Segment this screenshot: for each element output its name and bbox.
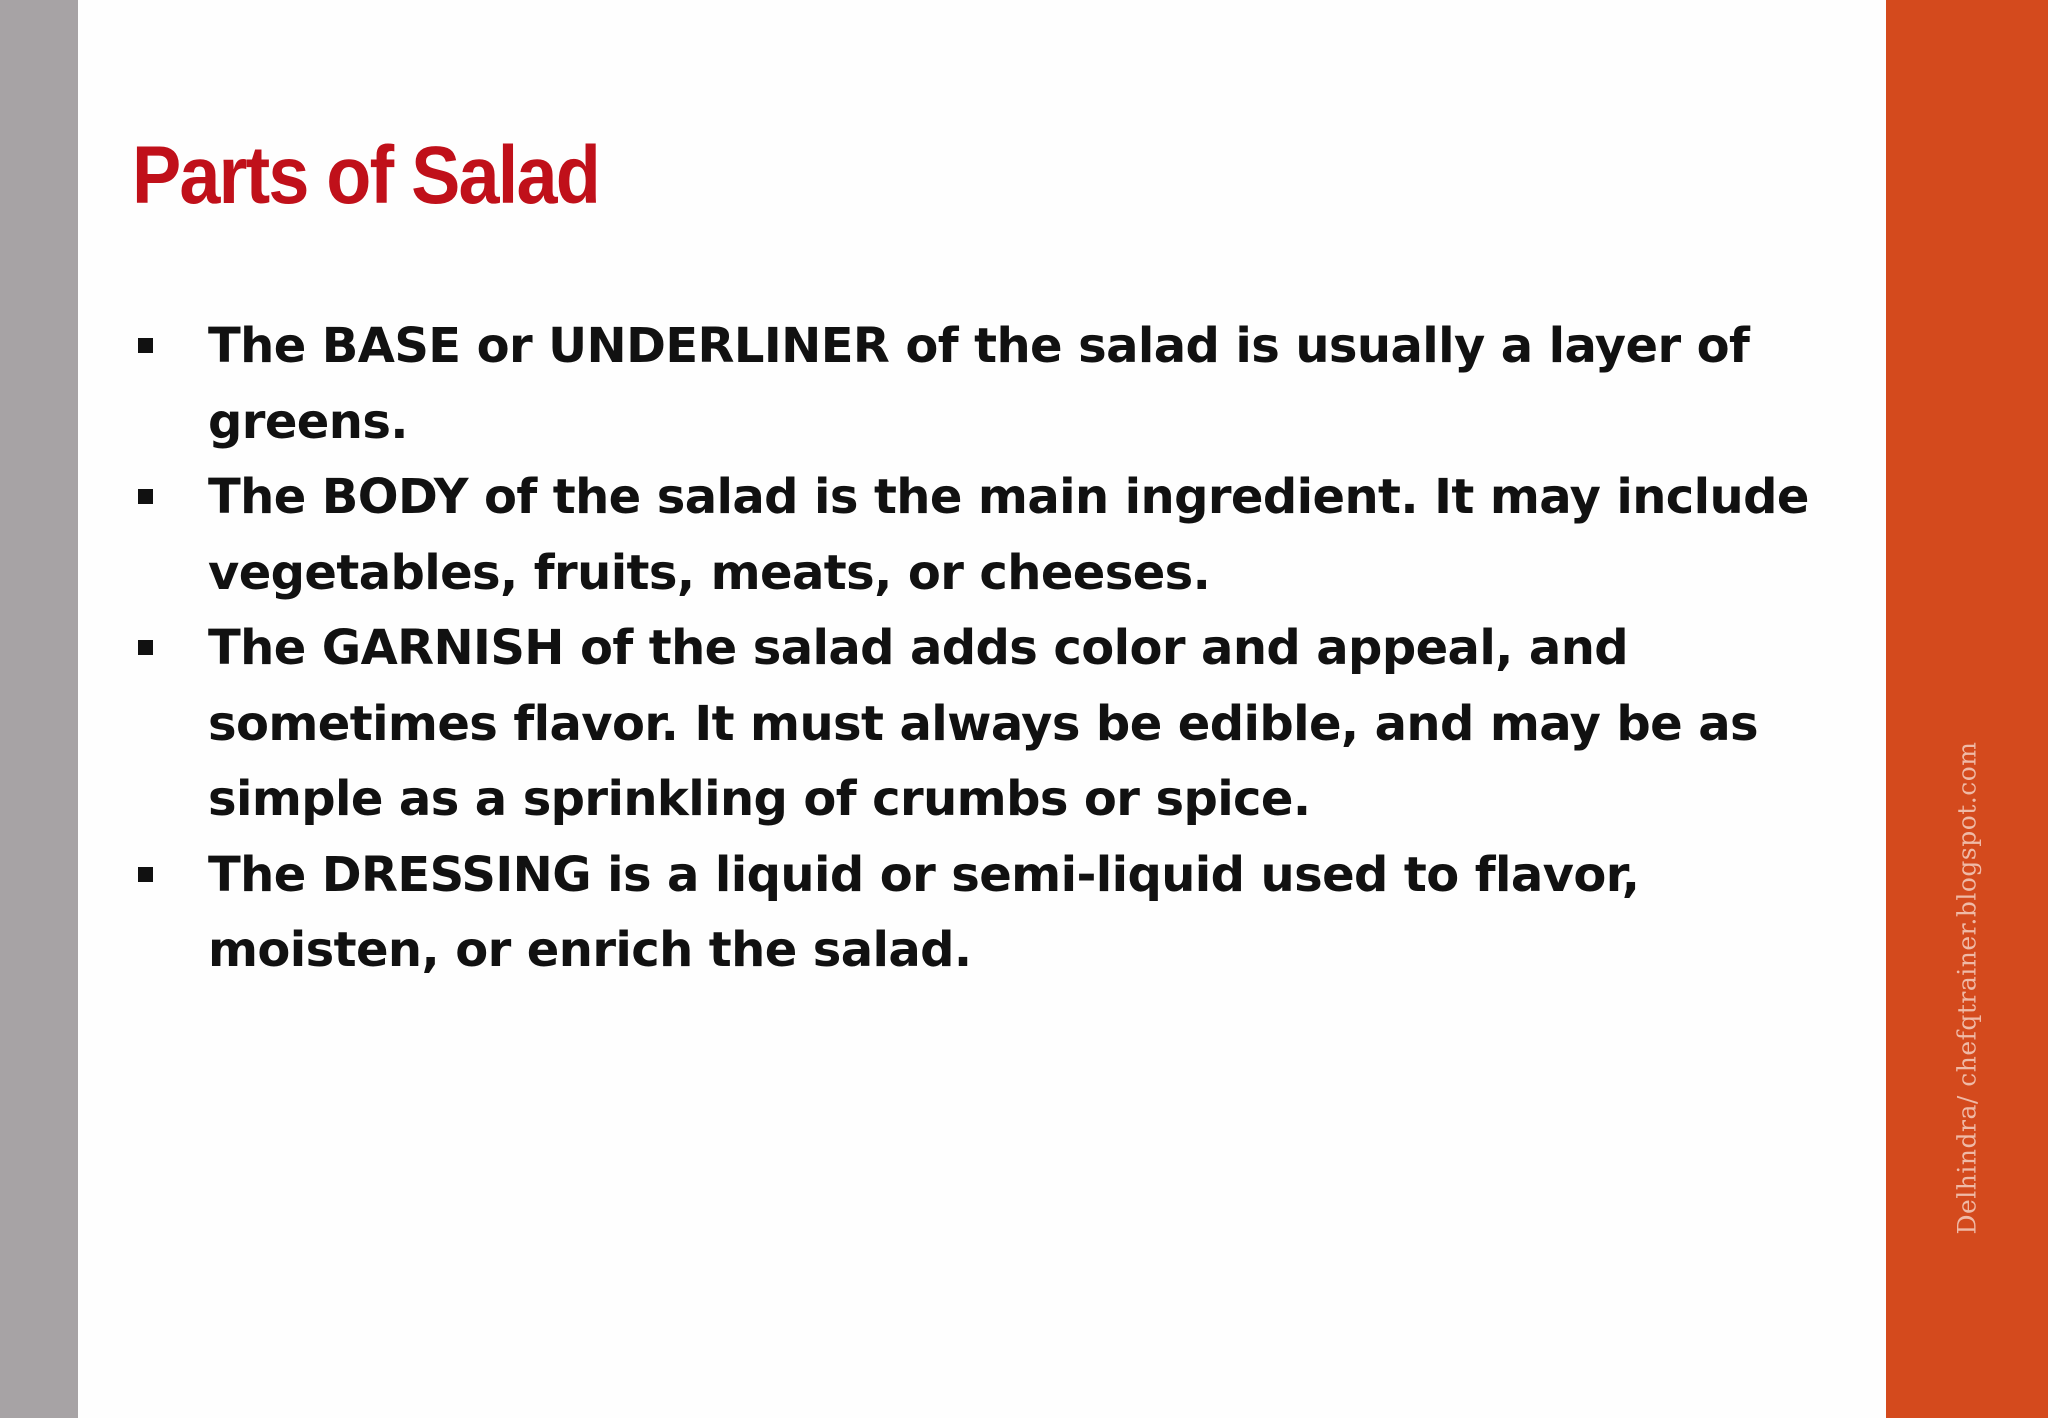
left-accent-bar bbox=[0, 0, 78, 1418]
bullet-item bbox=[132, 309, 1872, 460]
bullet-item bbox=[132, 838, 1872, 989]
bullet-text: The DRESSING is a liquid or semi-liquid used to flavor, moisten, or enrich the salad. bbox=[208, 846, 1640, 978]
bullet-text: The BASE or UNDERLINER of the salad is usually a layer of greens. bbox=[208, 318, 1750, 450]
square-bullet-icon bbox=[138, 338, 153, 353]
bullet-list bbox=[132, 309, 1872, 989]
bullet-item bbox=[132, 460, 1872, 611]
watermark-text: Delhindra/ chefqtrainer.blogspot.com bbox=[1952, 741, 1982, 1235]
square-bullet-icon bbox=[138, 489, 153, 504]
slide-title: Parts of Salad bbox=[132, 130, 599, 221]
square-bullet-icon bbox=[138, 640, 153, 655]
square-bullet-icon bbox=[138, 867, 153, 882]
bullet-item bbox=[132, 611, 1872, 838]
bullet-text: The GARNISH of the salad adds color and appeal, and sometimes flavor. It must always be edible, and may be as simple as a sprinkling of crumbs or spice. bbox=[208, 620, 1758, 827]
bullet-text: The BODY of the salad is the main ingredient. It may include vegetables, fruits, meats, or cheeses. bbox=[208, 469, 1809, 601]
